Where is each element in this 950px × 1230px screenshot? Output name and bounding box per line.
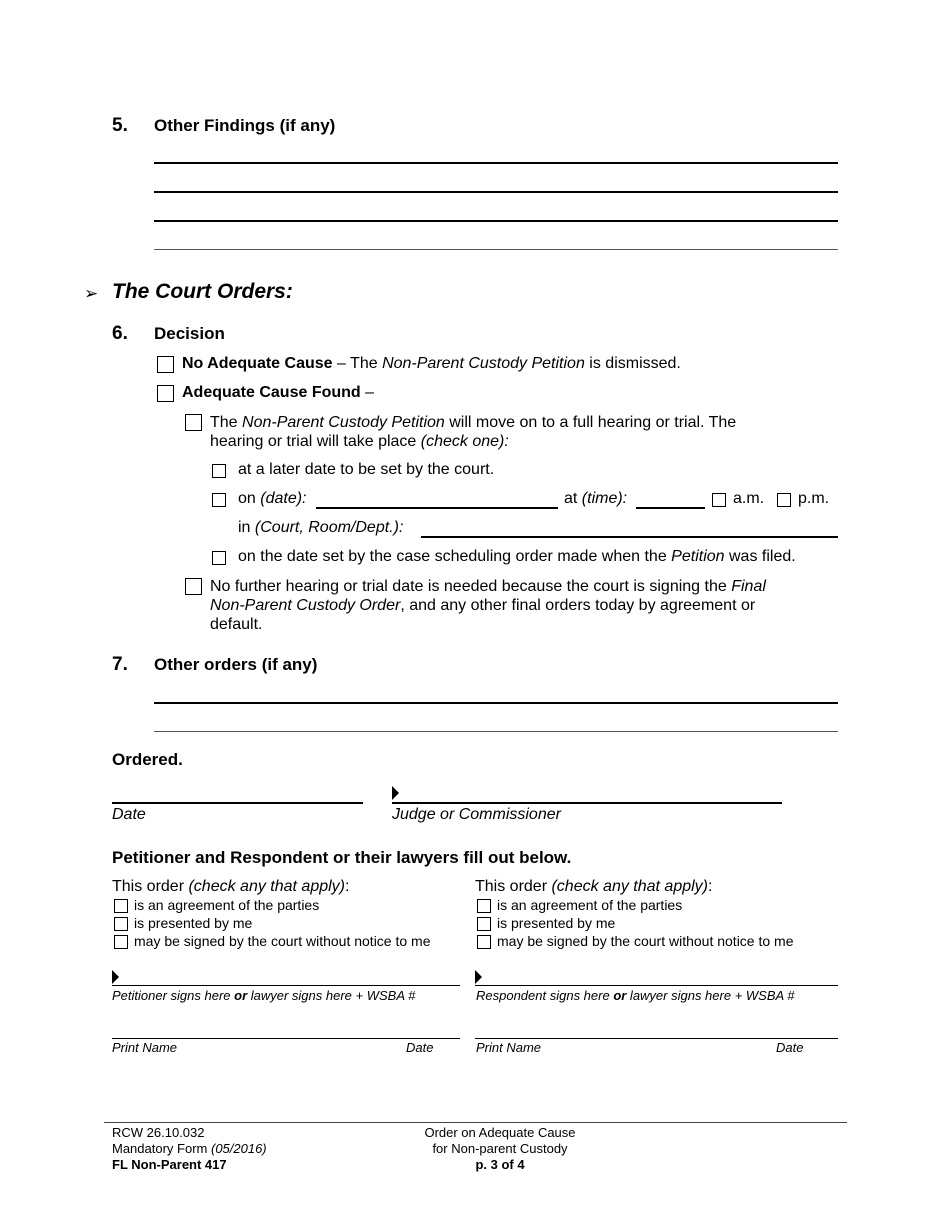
hearing-time-field[interactable] bbox=[636, 507, 705, 509]
findings-line-4[interactable] bbox=[154, 249, 838, 250]
no-adequate-cause-checkbox[interactable] bbox=[157, 356, 174, 373]
court-room-label: in (Court, Room/Dept.): bbox=[238, 519, 404, 536]
move-to-hearing-text: The Non-Parent Custody Petition will move on to a full hearing or trial. The hearing or trial will take place (check one): bbox=[210, 414, 737, 450]
signature-arrow-icon bbox=[392, 786, 399, 800]
footer-left bbox=[112, 1125, 267, 1173]
petitioner-no-notice-checkbox[interactable] bbox=[114, 935, 128, 949]
footer-title-1: Order on Adequate Cause bbox=[424, 1125, 576, 1140]
respondent-date-label: Date bbox=[776, 1040, 804, 1055]
hearing-date-field[interactable] bbox=[316, 507, 558, 509]
footer-title-2: for Non-parent Custody bbox=[432, 1141, 568, 1156]
scheduling-order-text: on the date set by the case scheduling order made when the Petition was filed. bbox=[238, 548, 796, 565]
ordered-heading: Ordered. bbox=[112, 750, 183, 769]
petitioner-print-name-label: Print Name bbox=[112, 1040, 178, 1055]
petitioner-presented-label: is presented by me bbox=[134, 915, 253, 931]
move-to-hearing-checkbox[interactable] bbox=[185, 414, 202, 431]
petitioner-sign-label: Petitioner signs here or lawyer signs here + WSBA # bbox=[112, 988, 416, 1003]
arrow-bullet-icon: ➢ bbox=[84, 284, 99, 303]
petitioner-print-name-field[interactable] bbox=[112, 1038, 460, 1039]
am-label: a.m. bbox=[733, 490, 765, 507]
no-further-hearing-checkbox[interactable] bbox=[185, 578, 202, 595]
no-adequate-cause-text: No Adequate Cause – The Non-Parent Custody Petition is dismissed. bbox=[182, 355, 681, 372]
section-6-title: Decision bbox=[154, 324, 225, 343]
findings-line-1[interactable] bbox=[154, 162, 838, 164]
section-5-number: 5. bbox=[112, 115, 128, 136]
respondent-presented-checkbox[interactable] bbox=[477, 917, 491, 931]
respondent-agreement-label: is an agreement of the parties bbox=[497, 897, 683, 913]
section-5-title: Other Findings (if any) bbox=[154, 116, 336, 135]
footer-divider bbox=[104, 1122, 847, 1123]
respondent-sign-arrow-icon bbox=[475, 970, 482, 984]
at-time-label: at (time): bbox=[564, 490, 628, 507]
section-7-title: Other orders (if any) bbox=[154, 655, 318, 674]
other-orders-line-2[interactable] bbox=[154, 731, 838, 732]
court-orders-heading: The Court Orders: bbox=[112, 280, 293, 303]
respondent-no-notice-label: may be signed by the court without notice to me bbox=[497, 933, 794, 949]
petitioner-agreement-checkbox[interactable] bbox=[114, 899, 128, 913]
respondent-signature-field[interactable] bbox=[475, 985, 838, 986]
respondent-print-name-label: Print Name bbox=[476, 1040, 542, 1055]
no-further-hearing-text: No further hearing or trial date is needed because the court is signing the Final Non-Parent Custody Order, and any other final orders today by agreement or default. bbox=[210, 578, 766, 633]
respondent-no-notice-checkbox[interactable] bbox=[477, 935, 491, 949]
later-date-checkbox[interactable] bbox=[212, 464, 226, 478]
petitioner-signature-field[interactable] bbox=[112, 985, 460, 986]
adequate-cause-found-checkbox[interactable] bbox=[157, 385, 174, 402]
order-date-label: Date bbox=[112, 806, 146, 823]
adequate-cause-found-text: Adequate Cause Found – bbox=[182, 384, 375, 401]
order-date-field[interactable] bbox=[112, 802, 363, 804]
respondent-order-label: This order (check any that apply): bbox=[475, 878, 713, 895]
court-room-field[interactable] bbox=[421, 536, 838, 538]
later-date-text: at a later date to be set by the court. bbox=[238, 461, 495, 478]
petitioner-sign-arrow-icon bbox=[112, 970, 119, 984]
judge-label: Judge or Commissioner bbox=[392, 806, 561, 823]
respondent-print-name-field[interactable] bbox=[475, 1038, 838, 1039]
respondent-presented-label: is presented by me bbox=[497, 915, 616, 931]
judge-signature-field[interactable] bbox=[392, 802, 782, 804]
petitioner-presented-checkbox[interactable] bbox=[114, 917, 128, 931]
am-checkbox[interactable] bbox=[712, 493, 726, 507]
other-orders-line-1[interactable] bbox=[154, 702, 838, 704]
section-7-number: 7. bbox=[112, 654, 128, 675]
petitioner-date-label: Date bbox=[406, 1040, 434, 1055]
petitioner-order-label: This order (check any that apply): bbox=[112, 878, 350, 895]
scheduling-order-checkbox[interactable] bbox=[212, 551, 226, 565]
petitioner-no-notice-label: may be signed by the court without notice to me bbox=[134, 933, 431, 949]
findings-line-2[interactable] bbox=[154, 191, 838, 193]
respondent-sign-label: Respondent signs here or lawyer signs here + WSBA # bbox=[476, 988, 795, 1003]
findings-line-3[interactable] bbox=[154, 220, 838, 222]
footer-form-id: FL Non-Parent 417 bbox=[112, 1157, 227, 1172]
pm-label: p.m. bbox=[798, 490, 830, 507]
footer-page: p. 3 of 4 bbox=[475, 1157, 525, 1172]
pm-checkbox[interactable] bbox=[777, 493, 791, 507]
parties-heading: Petitioner and Respondent or their lawyers fill out below. bbox=[112, 848, 572, 867]
footer-mandatory: Mandatory Form (05/2016) bbox=[112, 1141, 267, 1156]
section-6-number: 6. bbox=[112, 323, 128, 344]
petitioner-agreement-label: is an agreement of the parties bbox=[134, 897, 320, 913]
footer-rcw: RCW 26.10.032 bbox=[112, 1125, 205, 1140]
respondent-agreement-checkbox[interactable] bbox=[477, 899, 491, 913]
on-date-checkbox[interactable] bbox=[212, 493, 226, 507]
footer-center bbox=[380, 1125, 620, 1173]
on-date-label: on (date): bbox=[238, 490, 307, 507]
